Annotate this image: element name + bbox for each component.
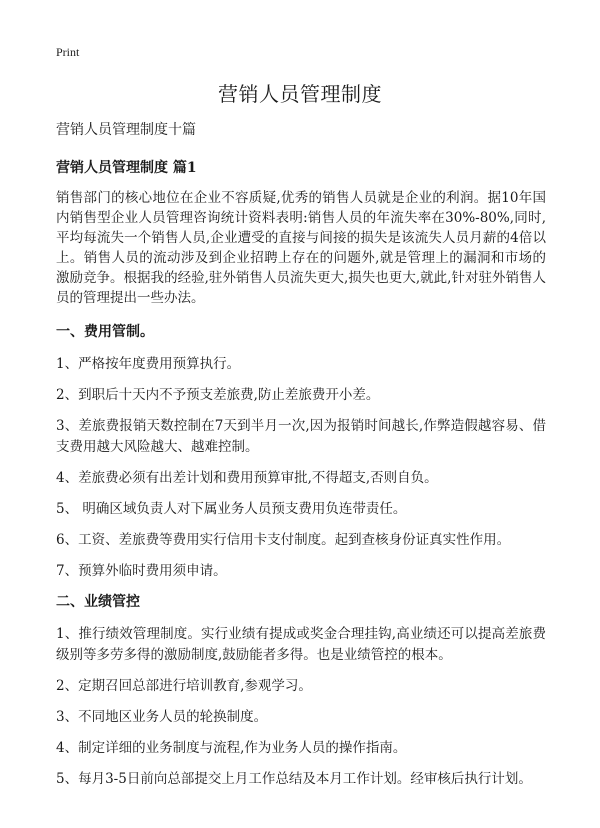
list-item: 4、差旅费必须有出差计划和费用预算审批,不得超支,否则自负。 [56,470,438,486]
section-heading: 一、费用管制。 [56,324,154,340]
list-item: 2、定期召回总部进行培训教育,参观学习。 [56,678,312,694]
list-item: 4、制定详细的业务制度与流程,作为业务人员的操作指南。 [56,740,407,756]
section-1 [56,322,546,582]
list-item: 5、 明确区域负责人对下属业务人员预支费用负连带责任。 [56,501,407,517]
list-item: 6、工资、差旅费等费用实行信用卡支付制度。起到查核身份证真实性作用。 [56,532,511,548]
document-subtitle: 营销人员管理制度十篇 [56,122,196,138]
document-title: 营销人员管理制度 [218,82,382,106]
list-item: 2、到职后十天内不予预支差旅费,防止差旅费开小差。 [56,387,380,403]
list-item: 1、推行绩效管理制度。实行业绩有提成或奖金合理挂钩,高业绩还可以提高差旅费级别等多劳多得的激励制度,鼓励能者多得。也是业绩管控的根本。 [56,626,546,663]
section-heading: 二、业绩管控 [56,594,140,610]
section-2 [56,592,546,790]
intro-paragraph: 销售部门的核心地位在企业不容质疑,优秀的销售人员就是企业的利润。据10年国内销售型企业人员管理咨询统计资料表明:销售人员的年流失率在30%-80%,同时,平均每流失一个销售人员,企业遭受的直接与间接的损失是该流失人员月薪的4倍以上。销售人员的流动涉及到企业招聘上存在的问题外,就是管理上的漏洞和市场的激励竞争。根据我的经验,驻外销售人员流失更大,损失也更大,就此,针对驻外销售人员的管理提出一些办法。 [56,190,546,306]
article-title: 营销人员管理制度 篇1 [56,160,197,176]
document-body [56,120,546,800]
print-link[interactable]: Print [56,45,80,59]
list-item: 7、预算外临时费用须申请。 [56,563,227,579]
list-item: 3、不同地区业务人员的轮换制度。 [56,709,268,725]
list-item: 1、严格按年度费用预算执行。 [56,356,241,372]
list-item: 3、差旅费报销天数控制在7天到半月一次,因为报销时间越长,作弊造假越容易、借支费用越大风险越大、越难控制。 [56,418,546,455]
list-item: 5、每月3-5日前向总部提交上月工作总结及本月工作计划。经审核后执行计划。 [56,771,532,787]
